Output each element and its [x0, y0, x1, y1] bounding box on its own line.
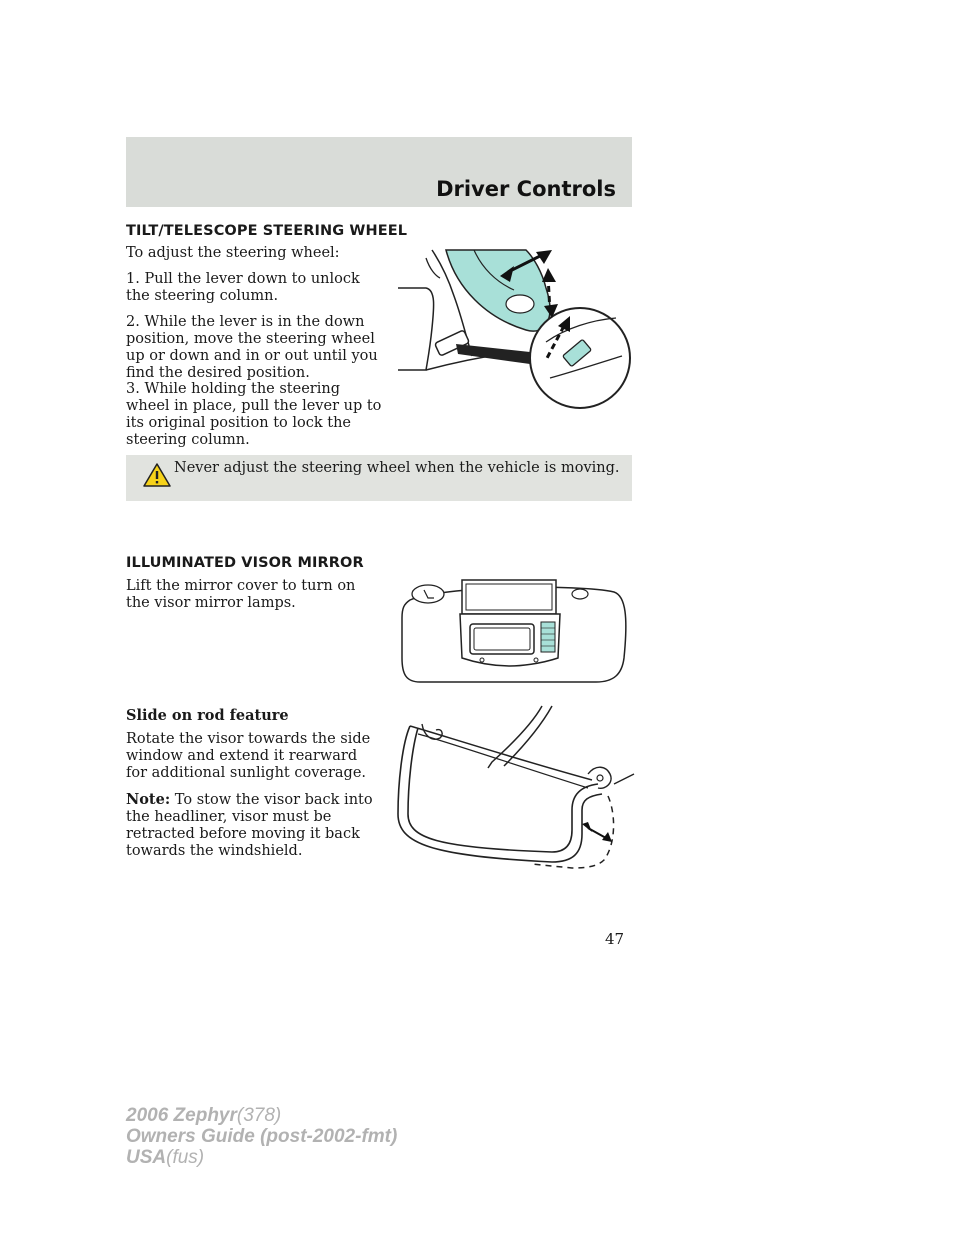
- footer-model: 2006 Zephyr: [126, 1105, 237, 1126]
- slide-on-rod-subhead: Slide on rod feature: [126, 707, 289, 724]
- footer-guide: Owners Guide (post-2002-fmt): [126, 1126, 398, 1147]
- page-number: 47: [605, 930, 625, 948]
- warning-text: Never adjust the steering wheel when the vehicle is moving.: [174, 460, 620, 476]
- note-label: Note:: [126, 791, 171, 808]
- tilt-step-1: 1. Pull the lever down to unlock the steering column.: [126, 271, 360, 304]
- document-footer: [126, 1105, 397, 1168]
- tilt-intro: To adjust the steering wheel:: [126, 245, 340, 261]
- stow-note: [126, 791, 382, 860]
- rotate-visor-text: Rotate the visor towards the side window and extend it rearward for additional sunlight coverage.: [126, 731, 371, 781]
- section-header-bar: [126, 137, 632, 207]
- tilt-heading: TILT/TELESCOPE STEERING WHEEL: [126, 223, 408, 239]
- footer-market-code: (fus): [166, 1147, 205, 1168]
- visor-mirror-illustration: [400, 578, 630, 686]
- warning-box: [126, 455, 632, 501]
- footer-market: USA: [126, 1147, 167, 1168]
- note-text: To stow the visor back into the headliner, visor must be retracted before moving it back towards the windshield.: [126, 792, 373, 859]
- tilt-step-2: 2. While the lever is in the down position, move the steering wheel up or down and in or out until you find the desired position.: [126, 314, 378, 381]
- section-title: Driver Controls: [436, 177, 616, 201]
- visor-heading: ILLUMINATED VISOR MIRROR: [126, 555, 364, 571]
- footer-model-code: (378): [236, 1105, 282, 1126]
- slide-on-rod-illustration: [392, 704, 636, 872]
- steering-column-illustration: [396, 248, 632, 410]
- tilt-step-3: 3. While holding the steering wheel in place, pull the lever up to its original position to lock the steering column.: [126, 381, 382, 448]
- warning-triangle-icon: [143, 462, 171, 488]
- visor-text: Lift the mirror cover to turn on the visor mirror lamps.: [126, 578, 356, 611]
